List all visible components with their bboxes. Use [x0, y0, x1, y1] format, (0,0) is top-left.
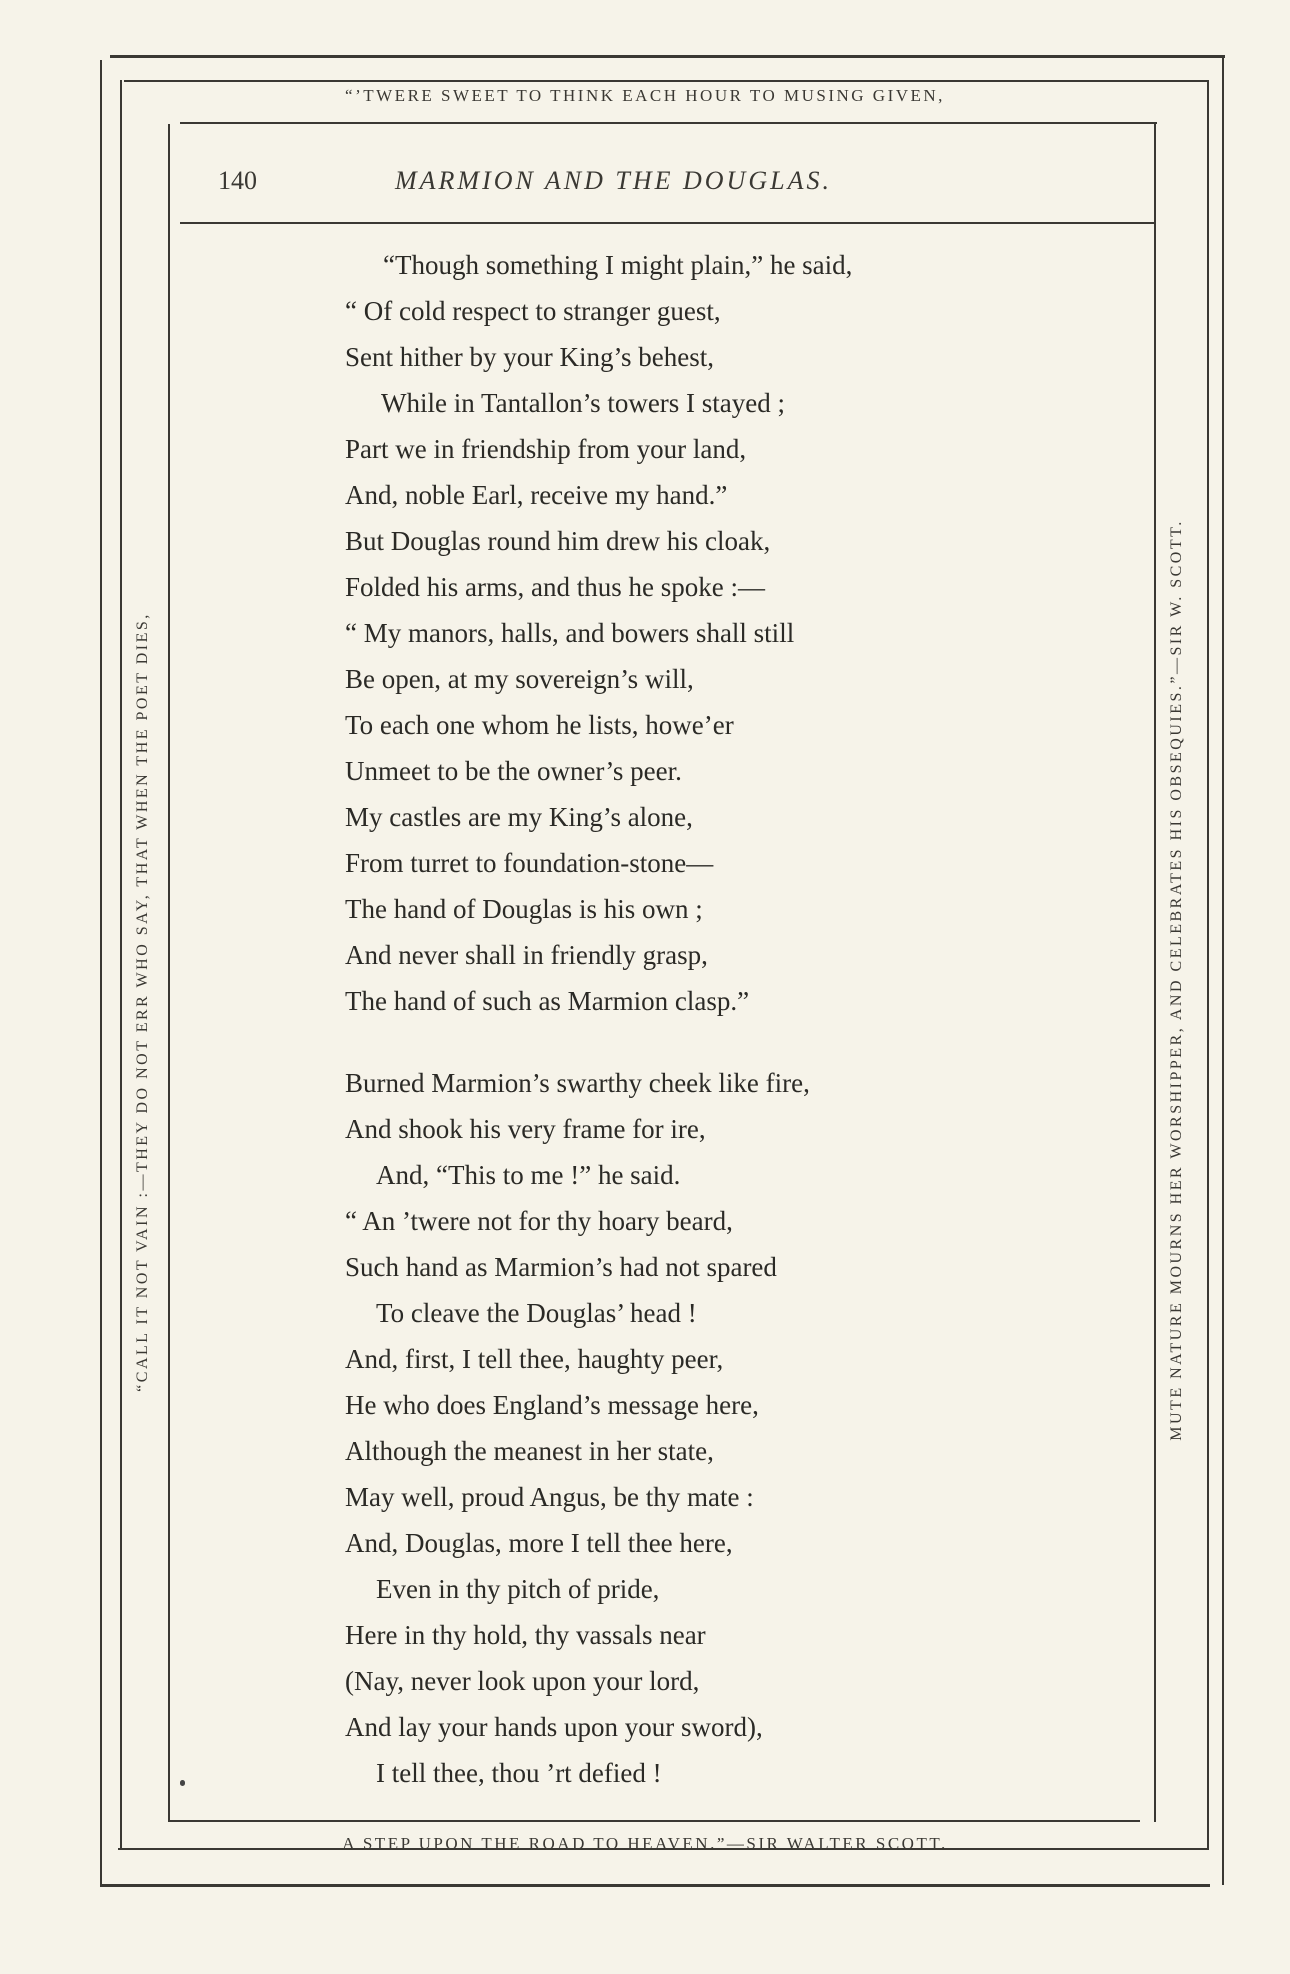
text-frame-right: [1154, 124, 1156, 1822]
poem-line: And never shall in friendly grasp,: [345, 940, 708, 970]
text-frame-top: [180, 122, 1157, 124]
inner-frame-top: [124, 80, 1209, 82]
page-title: MARMION AND THE DOUGLAS.: [395, 166, 832, 195]
poem-line: Be open, at my sovereign’s will,: [345, 664, 694, 694]
poem-line: “Though something I might plain,” he said,: [383, 250, 853, 280]
outer-frame-bottom: [100, 1884, 1210, 1887]
poem-line: (Nay, never look upon your lord,: [345, 1666, 700, 1696]
poem-line: Even in thy pitch of pride,: [376, 1574, 660, 1604]
poem-line: “ An ’twere not for thy hoary beard,: [345, 1206, 733, 1236]
poem-line: Burned Marmion’s swarthy cheek like fire,: [345, 1068, 810, 1098]
poem-line: Although the meanest in her state,: [345, 1436, 714, 1466]
poem-line: Part we in friendship from your land,: [345, 434, 747, 464]
poem-line: While in Tantallon’s towers I stayed ;: [381, 388, 786, 418]
page-number: 140: [218, 166, 257, 195]
poem-line: He who does England’s message here,: [345, 1390, 759, 1420]
ink-spot: [180, 1780, 185, 1786]
text-frame-left: [168, 124, 170, 1822]
header-rule: [180, 222, 1155, 224]
poem-line: Sent hither by your King’s behest,: [345, 342, 714, 372]
poem-line: And, first, I tell thee, haughty peer,: [345, 1344, 724, 1374]
poem-line: May well, proud Angus, be thy mate :: [345, 1482, 754, 1512]
poem-line: Such hand as Marmion’s had not spared: [345, 1252, 777, 1282]
poem-line: To cleave the Douglas’ head !: [376, 1298, 697, 1328]
border-quote-top: “’TWERE SWEET TO THINK EACH HOUR TO MUSING GIVEN,: [345, 86, 945, 105]
text-frame-bottom: [168, 1820, 1140, 1822]
poem-line: And lay your hands upon your sword),: [345, 1712, 763, 1742]
outer-frame-right: [1222, 55, 1224, 1885]
poem-line: My castles are my King’s alone,: [345, 802, 693, 832]
border-quote-right: MUTE NATURE MOURNS HER WORSHIPPER, AND CELEBRATES HIS OBSEQUIES.”—SIR W. SCOTT.: [1168, 519, 1185, 1441]
poem-line: Folded his arms, and thus he spoke :—: [345, 572, 765, 602]
poem-line: “ Of cold respect to stranger guest,: [345, 296, 721, 326]
poem-line: Unmeet to be the owner’s peer.: [345, 756, 682, 786]
poem-line: The hand of Douglas is his own ;: [345, 894, 703, 924]
poem-line: And, noble Earl, receive my hand.”: [345, 480, 728, 510]
poem-line: And shook his very frame for ire,: [345, 1114, 706, 1144]
border-quote-left: “CALL IT NOT VAIN :—THEY DO NOT ERR WHO SAY, THAT WHEN THE POET DIES,: [134, 612, 151, 1392]
inner-frame-left: [120, 80, 122, 1850]
outer-frame-top: [110, 55, 1225, 58]
poem-line: To each one whom he lists, howe’er: [345, 710, 734, 740]
outer-frame-left: [100, 60, 102, 1886]
poem-line: “ My manors, halls, and bowers shall still: [345, 618, 795, 648]
poem-line: I tell thee, thou ’rt defied !: [376, 1758, 662, 1788]
poem-line: Here in thy hold, thy vassals near: [345, 1620, 706, 1650]
poem-line: From turret to foundation-stone—: [345, 848, 714, 878]
inner-frame-right: [1207, 82, 1209, 1850]
poem-line: And, “This to me !” he said.: [376, 1160, 681, 1190]
border-quote-bottom: A STEP UPON THE ROAD TO HEAVEN.”—SIR WALTER SCOTT.: [342, 1834, 948, 1853]
poem-line: But Douglas round him drew his cloak,: [345, 526, 771, 556]
poem-line: And, Douglas, more I tell thee here,: [345, 1528, 733, 1558]
poem-line: The hand of such as Marmion clasp.”: [345, 986, 750, 1016]
